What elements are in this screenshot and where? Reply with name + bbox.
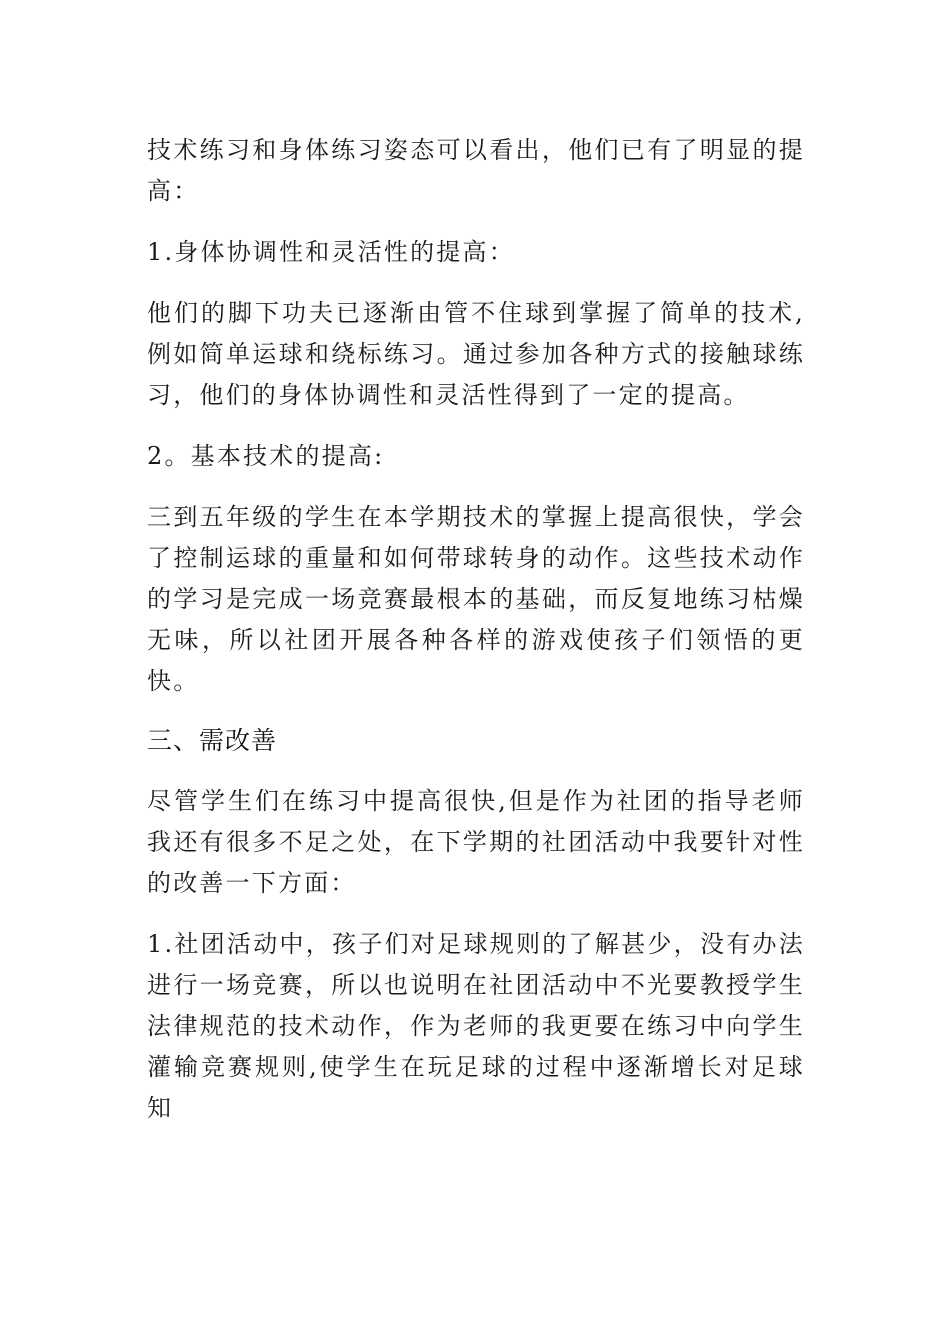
item1-title: 1.身体协调性和灵活性的提高： <box>147 238 515 266</box>
item1-body: 他们的脚下功夫已逐渐由管不住球到掌握了简单的技术,例如简单运球和绕标练习。通过参加各种方式的接触球练习，他们的身体协调性和灵活性得到了一定的提高。 <box>147 299 805 409</box>
section3-body: 尽管学生们在练习中提高很快,但是作为社团的指导老师我还有很多不足之处，在下学期的社团活动中我要针对性的改善一下方面： <box>147 787 805 897</box>
item2-title: 2。基本技术的提高: <box>147 442 385 470</box>
document-body <box>147 130 805 1129</box>
section3-heading: 三、需改善 <box>147 726 278 755</box>
section3-item1: 1.社团活动中，孩子们对足球规则的了解甚少，没有办法进行一场竞赛，所以也说明在社团活动中不光要教授学生法律规范的技术动作，作为老师的我更要在练习中向学生灌输竞赛规则,使学生在玩足球的过程中逐渐增长对足球知 <box>147 930 805 1122</box>
item2-body: 三到五年级的学生在本学期技术的掌握上提高很快，学会了控制运球的重量和如何带球转身的动作。这些技术动作的学习是完成一场竞赛最根本的基础，而反复地练习枯燥无味，所以社团开展各种各样的游戏使孩子们领悟的更快。 <box>147 503 805 695</box>
intro-paragraph: 技术练习和身体练习姿态可以看出，他们已有了明显的提高： <box>147 136 805 205</box>
